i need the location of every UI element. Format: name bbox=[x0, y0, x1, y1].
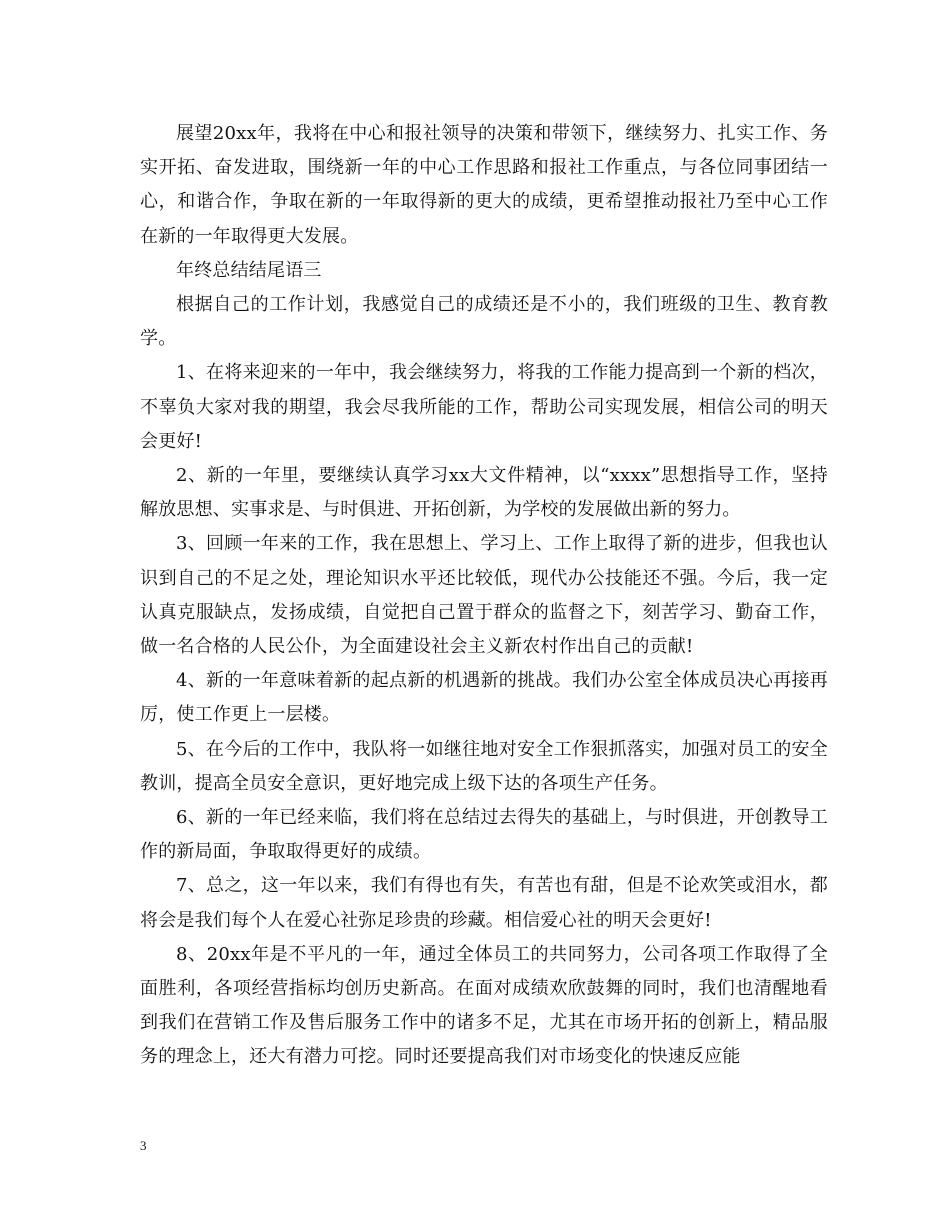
list-item-7: 7、总之，这一年以来，我们有得也有失，有苦也有甜，但是不论欢笑或泪水，都将会是我们每个人在爱心社弥足珍贵的珍藏。相信爱心社的明天会更好! bbox=[140, 875, 828, 931]
list-item-4: 4、新的一年意味着新的起点新的机遇新的挑战。我们办公室全体成员决心再接再厉，使工作更上一层楼。 bbox=[140, 670, 828, 726]
section-heading: 年终总结结尾语三 bbox=[176, 259, 322, 281]
document-body bbox=[140, 117, 828, 1075]
paragraph-intro: 根据自己的工作计划，我感觉自己的成绩还是不小的，我们班级的卫生、教育教学。 bbox=[140, 294, 828, 350]
list-item-6: 6、新的一年已经来临，我们将在总结过去得失的基础上，与时俱进，开创教导工作的新局面，争取取得更好的成绩。 bbox=[140, 807, 828, 863]
list-item-1: 1、在将来迎来的一年中，我会继续努力，将我的工作能力提高到一个新的档次，不辜负大家对我的期望，我会尽我所能的工作，帮助公司实现发展，相信公司的明天会更好! bbox=[140, 362, 828, 452]
list-item-2: 2、新的一年里，要继续认真学习xx大文件精神，以“xxxx”思想指导工作，坚持解放思想、实事求是、与时俱进、开拓创新，为学校的发展做出新的努力。 bbox=[140, 465, 828, 521]
paragraph-outlook: 展望20xx年，我将在中心和报社领导的决策和带领下，继续努力、扎实工作、务实开拓、奋发进取，围绕新一年的中心工作思路和报社工作重点，与各位同事团结一心，和谐合作，争取在新的一年取得新的更大的成绩，更希望推动报社乃至中心工作在新的一年取得更大发展。 bbox=[140, 123, 828, 247]
list-item-3: 3、回顾一年来的工作，我在思想上、学习上、工作上取得了新的进步，但我也认识到自己的不足之处，理论知识水平还比较低，现代办公技能还不强。今后，我一定认真克服缺点，发扬成绩，自觉把自己置于群众的监督之下，刻苦学习、勤奋工作，做一名合格的人民公仆，为全面建设社会主义新农村作出自己的贡献! bbox=[140, 533, 828, 658]
list-item-5: 5、在今后的工作中，我队将一如继往地对安全工作狠抓落实，加强对员工的安全教训，提高全员安全意识，更好地完成上级下达的各项生产任务。 bbox=[140, 738, 828, 794]
page-number: 3 bbox=[140, 1138, 147, 1153]
list-item-8: 8、20xx年是不平凡的一年，通过全体员工的共同努力，公司各项工作取得了全面胜利，各项经营指标均创历史新高。在面对成绩欢欣鼓舞的同时，我们也清醒地看到我们在营销工作及售后服务工作中的诸多不足，尤其在市场开拓的创新上，精品服务的理念上，还大有潜力可挖。同时还要提高我们对市场变化的快速反应能 bbox=[140, 943, 828, 1068]
